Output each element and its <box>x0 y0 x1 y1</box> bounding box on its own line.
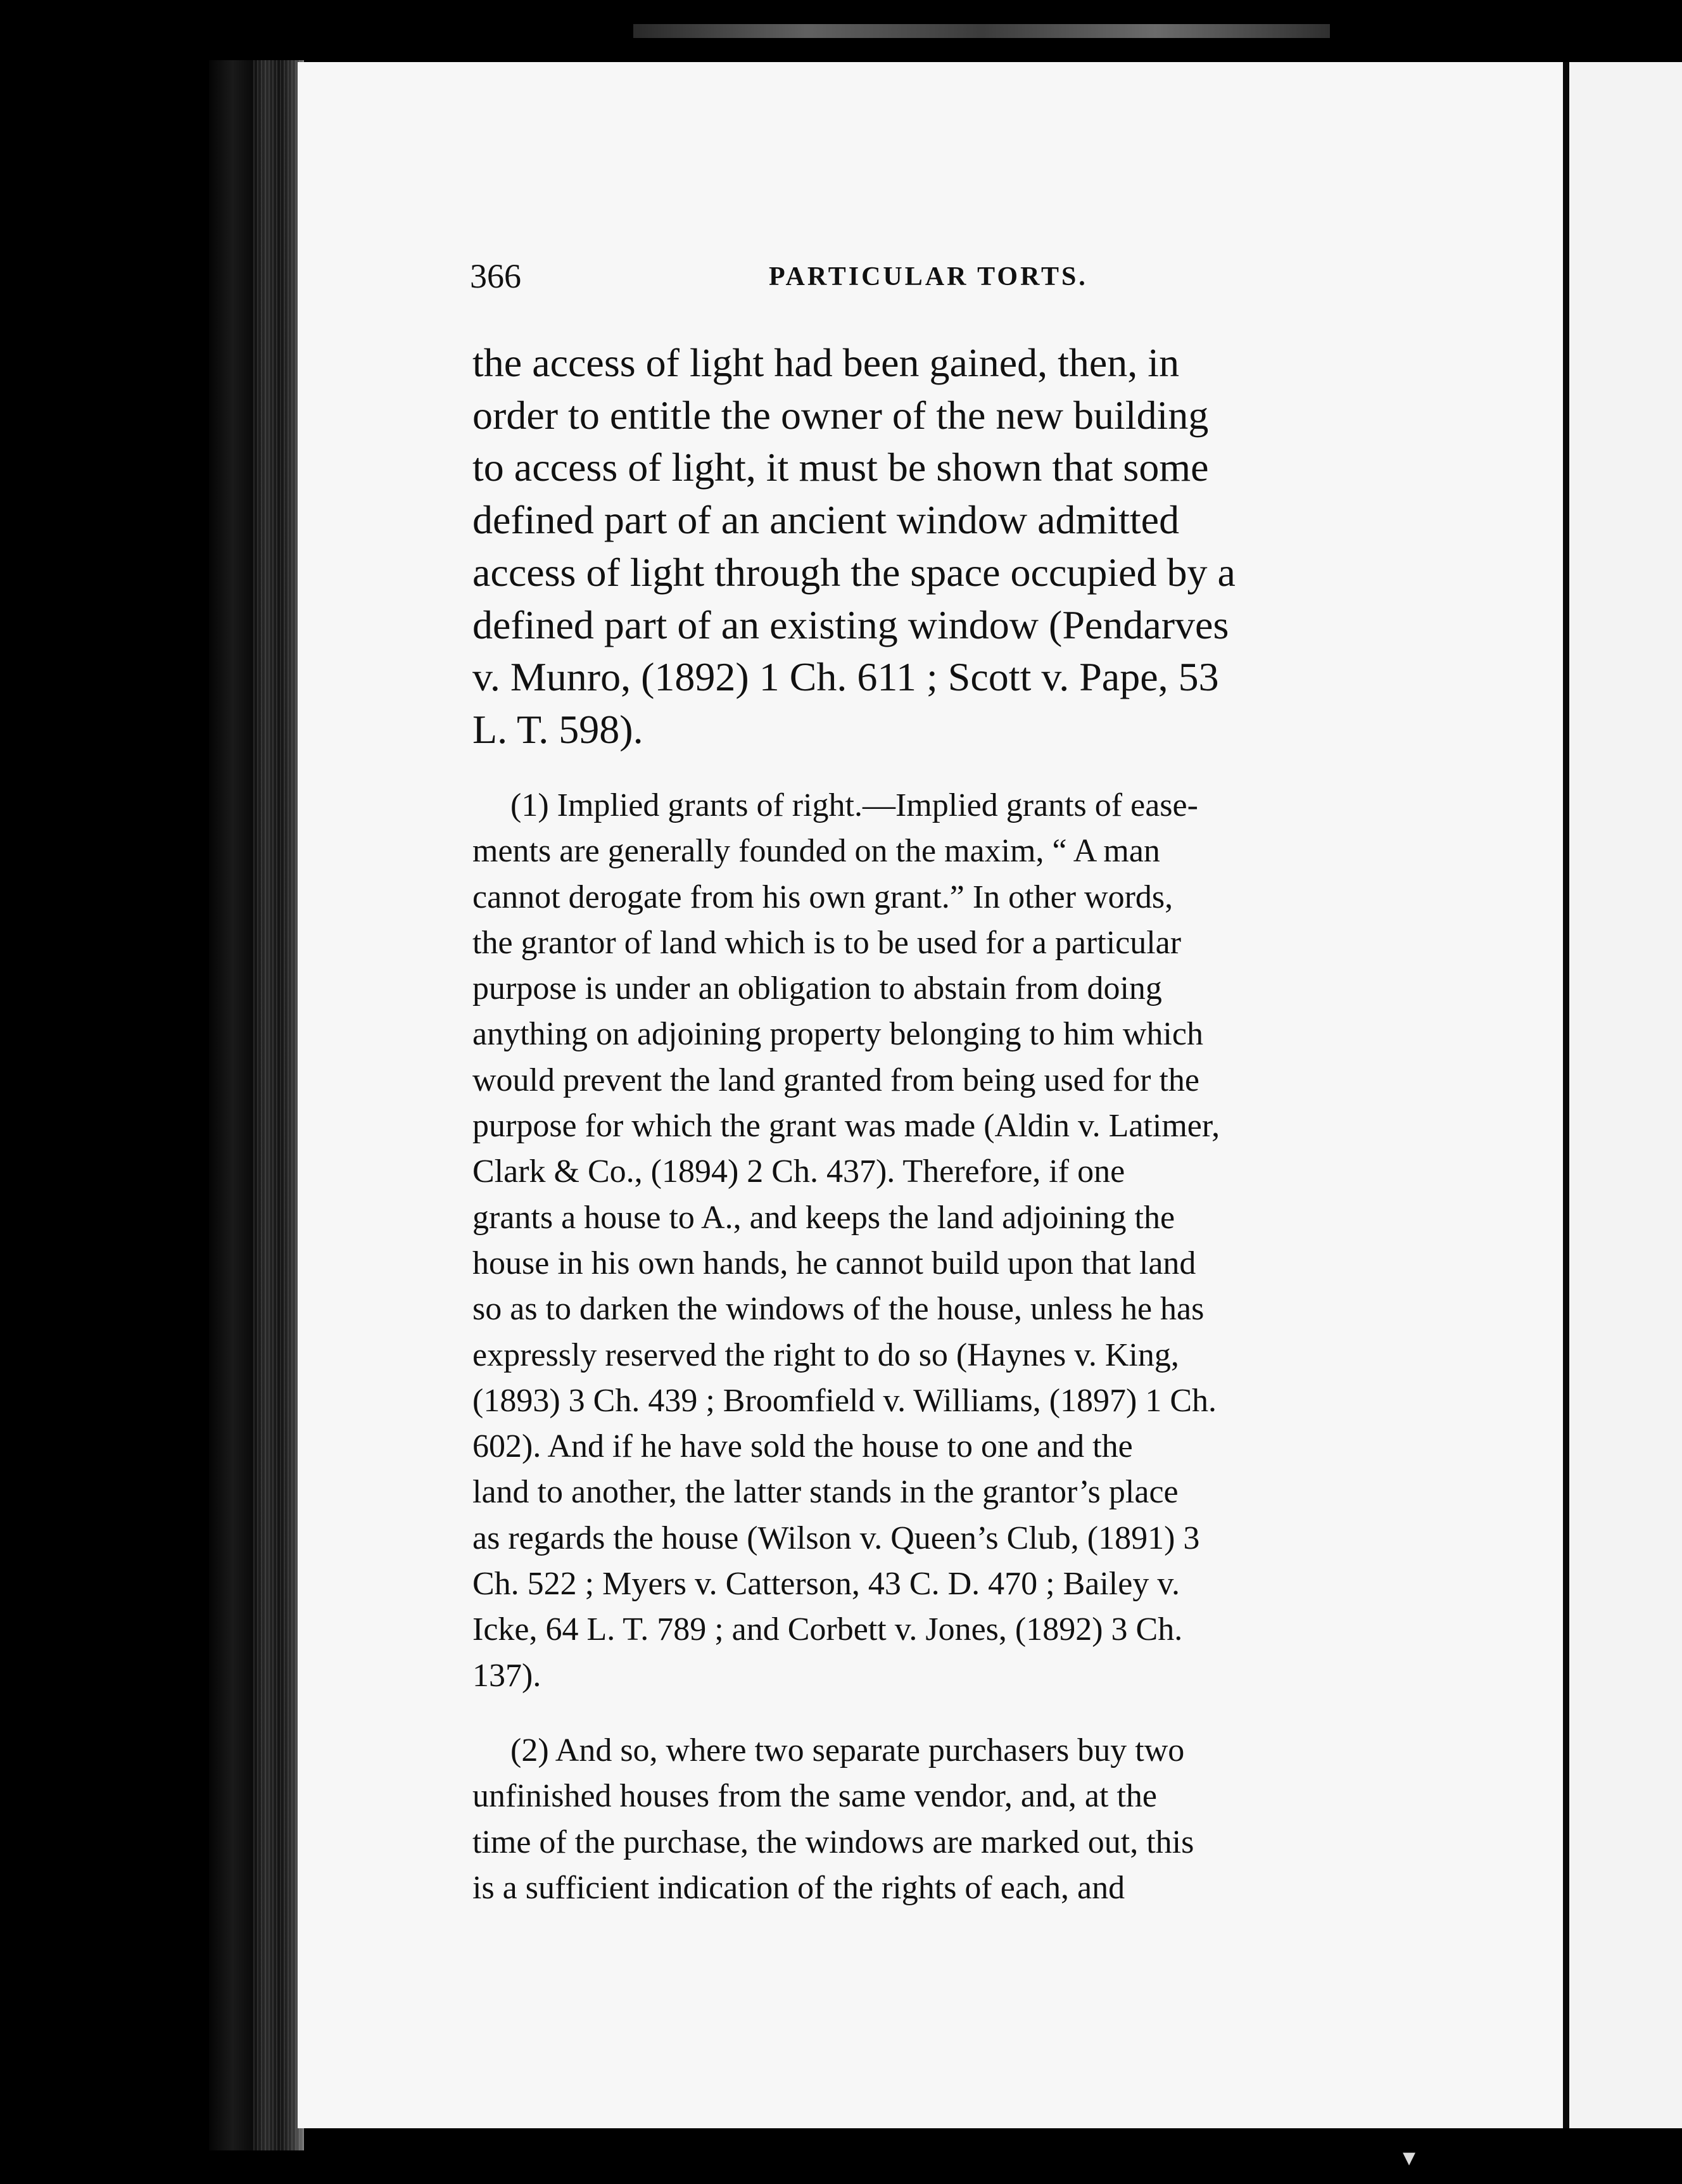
text-line: would prevent the land granted from being used for the <box>472 1062 1199 1098</box>
paragraph-separate-purchasers <box>472 1728 1369 1911</box>
text-line: Icke, 64 L. T. 789 ; and Corbett v. Jones, (1892) 3 Ch. <box>472 1611 1183 1648</box>
text-line: access of light through the space occupied by a <box>472 549 1236 595</box>
text-line: defined part of an existing window (Pendarves <box>472 602 1229 647</box>
text-line: Clark & Co., (1894) 2 Ch. 437). Therefore, if one <box>472 1153 1125 1190</box>
text-line: cannot derogate from his own grant.” In other words, <box>472 879 1173 915</box>
text-line: to access of light, it must be shown that some <box>472 445 1209 490</box>
text-line: Ch. 522 ; Myers v. Catterson, 43 C. D. 470 ; Bailey v. <box>472 1566 1180 1603</box>
text-line: expressly reserved the right to do so (Haynes v. King, <box>472 1336 1179 1373</box>
text-line: order to entitle the owner of the new building <box>472 392 1209 438</box>
text-line: L. T. 598). <box>472 706 643 752</box>
running-head <box>470 257 1382 301</box>
text-line: 602). And if he have sold the house to one and the <box>472 1428 1133 1465</box>
text-line: the grantor of land which is to be used for a particular <box>472 924 1182 961</box>
text-line: v. Munro, (1892) 1 Ch. 611 ; Scott v. Pape, 53 <box>472 654 1219 700</box>
text-line: anything on adjoining property belonging to him which <box>472 1016 1203 1053</box>
text-line: 137). <box>472 1657 541 1694</box>
facing-page-edge <box>1569 62 1682 2128</box>
paragraph-lead <box>472 337 1369 756</box>
scan-artifact <box>633 24 1330 38</box>
text-line: purpose is under an obligation to abstain from doing <box>472 970 1162 1007</box>
text-line: as regards the house (Wilson v. Queen’s Club, (1891) 3 <box>472 1520 1200 1556</box>
text-line: purpose for which the grant was made (Aldin v. Latimer, <box>472 1108 1220 1145</box>
text-line: grants a house to A., and keeps the land adjoining the <box>472 1199 1175 1236</box>
text-line: (1) Implied grants of right.—Implied grants of ease- <box>510 787 1198 823</box>
scan-mark: ▾ <box>1403 2143 1416 2171</box>
page-edges <box>253 60 304 2150</box>
text-line: so as to darken the windows of the house, unless he has <box>472 1291 1205 1328</box>
text-line: unfinished houses from the same vendor, and, at the <box>472 1778 1157 1815</box>
text-line: house in his own hands, he cannot build upon that land <box>472 1245 1196 1281</box>
text-line: time of the purchase, the windows are marked out, this <box>472 1824 1194 1860</box>
text-line: (2) And so, where two separate purchasers buy two <box>510 1732 1185 1768</box>
running-title: PARTICULAR TORTS. <box>769 262 1088 291</box>
text-line: is a sufficient indication of the rights of each, and <box>472 1869 1125 1906</box>
page-gutter <box>1563 62 1569 2128</box>
text-line: (1893) 3 Ch. 439 ; Broomfield v. Williams, (1897) 1 Ch. <box>472 1382 1217 1419</box>
paragraph-implied-grants <box>472 783 1369 1699</box>
text-line: land to another, the latter stands in the grantor’s place <box>472 1474 1179 1511</box>
text-line: ments are generally founded on the maxim, “ A man <box>472 833 1160 870</box>
text-line: defined part of an ancient window admitted <box>472 497 1180 543</box>
text-line: the access of light had been gained, then, in <box>472 340 1180 385</box>
page-number: 366 <box>470 257 521 295</box>
